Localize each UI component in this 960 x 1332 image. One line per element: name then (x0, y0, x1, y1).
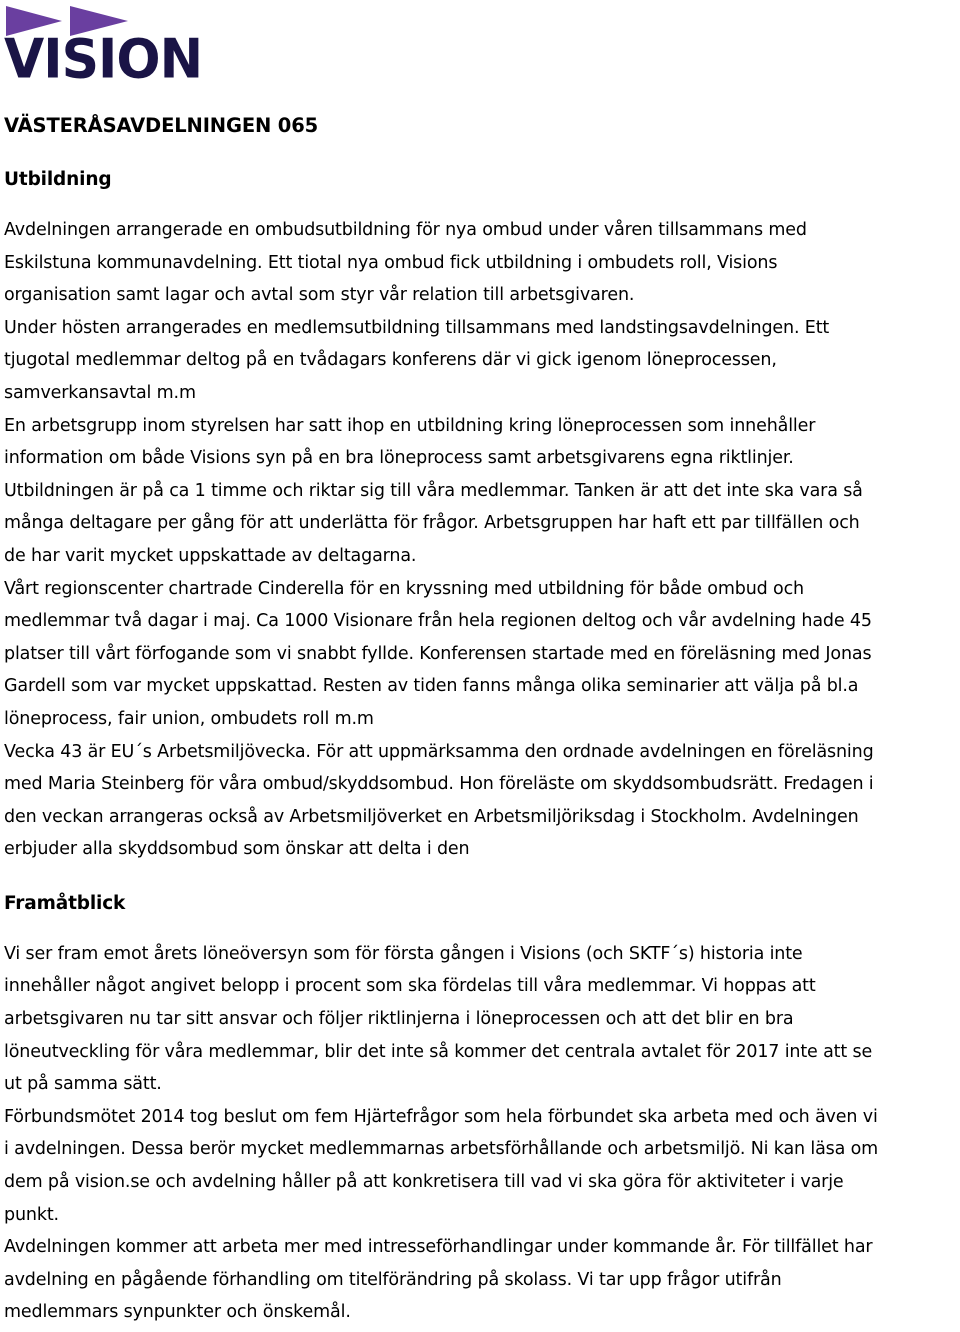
document-body (4, 108, 960, 1329)
page-title: VÄSTERÅSAVDELNINGEN 065 (4, 114, 319, 137)
paragraph: Vi ser fram emot årets löneöversyn som för första gången i Visions (och SKTF´s) historia inte innehåller något angivet belopp i procent som ska fördelas till våra medlemmar. Vi hoppas att arbetsgivaren nu tar sitt ansvar och följer riktlinjerna i löneprocessen och att det blir en bra löneutveckling för våra medlemmar, blir det inte så kommer det centrala avtalet för 2017 inte att se ut på samma sätt. (4, 943, 873, 1095)
section-heading: Utbildning (4, 169, 112, 190)
paragraph: En arbetsgrupp inom styrelsen har satt ihop en utbildning kring löneprocessen som innehåller information om både Visions syn på en bra löneprocess samt arbetsgivarens egna riktlinjer. Utbildningen är på ca 1 timme och riktar sig till våra medlemmar. Tanken är att det inte ska vara så många deltagare per gång för att underlätta för frågor. Arbetsgruppen har haft ett par tillfällen och de har varit mycket uppskattade av deltagarna. (4, 415, 863, 566)
section-heading: Framåtblick (4, 892, 126, 914)
paragraph: Avdelningen kommer att arbeta mer med intresseförhandlingar under kommande år. För tillfället har avdelning en pågående förhandling om titelförändring på skolass. Vi tar upp frågor utifrån medlemmars synpunkter och önskemål. (4, 1237, 873, 1323)
paragraph: Förbundsmötet 2014 tog beslut om fem Hjärtefrågor som hela förbundet ska arbeta med och även vi i avdelningen. Dessa berör mycket medlemmarnas arbetsförhållande och arbetsmiljö. Ni kan läsa om dem på vision.se och avdelning håller på att konkretisera till vad vi ska göra för aktiviteter i varje punkt. (4, 1106, 879, 1225)
vision-logo (4, 4, 203, 91)
paragraph: Under hösten arrangerades en medlemsutbildning tillsammans med landstingsavdelningen. Ett tjugotal medlemmar deltog på en tvådagars konferens där vi gick igenom löneprocessen, samverkansavtal m.m (4, 317, 830, 403)
paragraph: Vårt regionscenter chartrade Cinderella för en kryssning med utbildning för både ombud och medlemmar två dagar i maj. Ca 1000 Visionare från hela regionen deltog och vår avdelning hade 45 platser till vårt förfogande som vi snabbt fyllde. Konferensen startade med en föreläsning med Jonas Gardell som var mycket uppskattad. Resten av tiden fanns många olika seminarier att välja på bl.a löneprocess, fair union, ombudets roll m.m (4, 578, 872, 729)
logo-wordmark: VISION (4, 28, 203, 91)
section-utbildning (4, 162, 960, 866)
section-framatblick (4, 886, 960, 1329)
paragraph: Avdelningen arrangerade en ombudsutbildning för nya ombud under våren tillsammans med Eskilstuna kommunavdelning. Ett tiotal nya ombud fick utbildning i ombudets roll, Visions organisation samt lagar och avtal som styr vår relation till arbetsgivaren. (4, 220, 807, 306)
paragraph: Vecka 43 är EU´s Arbetsmiljövecka. För att uppmärksamma den ordnade avdelningen en föreläsning med Maria Steinberg för våra ombud/skyddsombud. Hon föreläste om skyddsombudsrätt. Fredagen i den veckan arrangeras också av Arbetsmiljöverket en Arbetsmiljöriksdag i Stockholm. Avdelningen erbjuder alla skyddsombud som önskar att delta i den (4, 741, 874, 860)
